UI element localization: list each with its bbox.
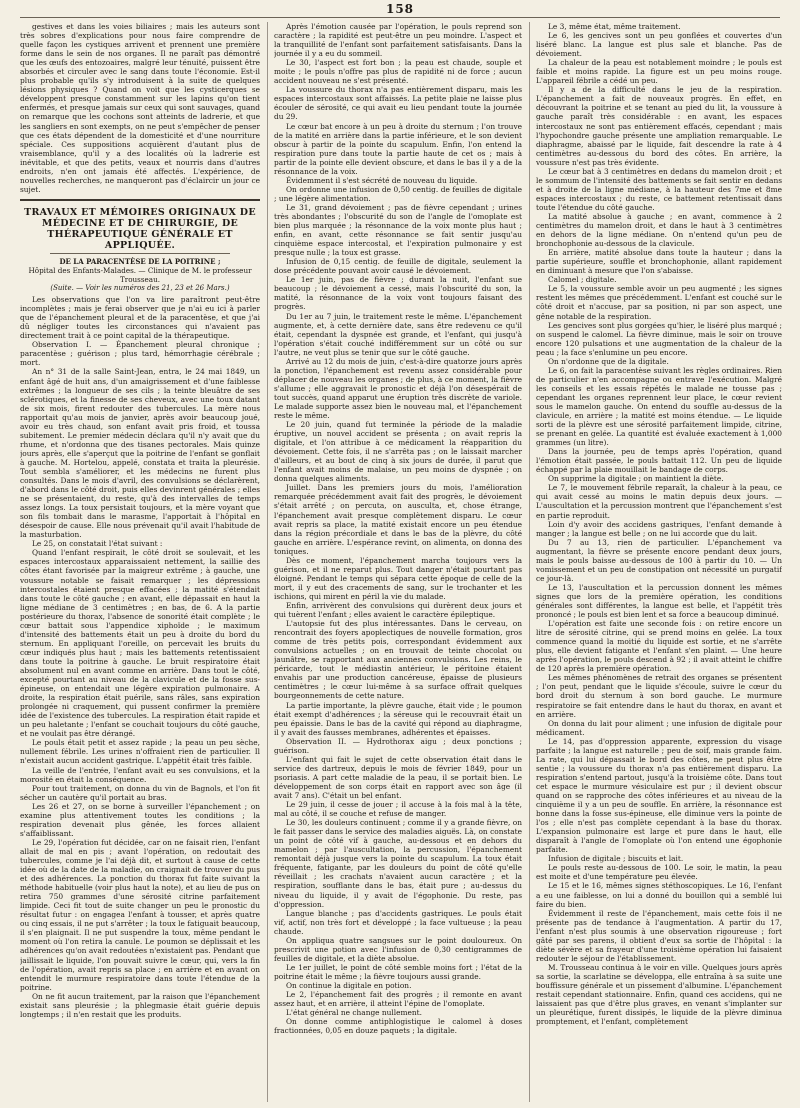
paragraph: Les 26 et 27, on se borne à surveiller l'épanchement ; on examine plus attentivement toutes les conditions ; la respiration devenait plus gênée, les forces allaient s'affaiblissant. (20, 801, 260, 838)
article-body-continued (536, 22, 782, 1026)
paragraph: L'opération est faite une seconde fois : on retire encore un litre de sérosité citrine, qui se prend moins en gelée. La toux commence quand la moitié du liquide est sortie, et ne s'arrête plus, elle devient fatigante et l'enfant s'en plaint. — Une heure après l'opération, le pouls descend à 92 ; il avait atteint le chiffre de 120 après la première opération. (536, 619, 782, 674)
paragraph: La veille de l'entrée, l'enfant avait eu ses convulsions, et la morosité en était la conséquence. (20, 765, 260, 784)
column-separator (529, 22, 530, 1102)
paragraph: Évidemment il s'est sécrété de nouveau du liquide. (286, 175, 478, 185)
paragraph: Quand l'enfant respirait, le côté droit se soulevait, et les espaces intercostaux apparaissaient nettement, la saillie des côtes étant favorisée par la maigreur extrême ; à gauche, une voussure notable se faisait remarquer ; les dépressions intercostales étaient presque effacées ; la matité s'étendait dans toute le côté gauche ; en avant, elle dépassait en haut la ligne médiane de 3 centimètres ; en bas, de 6. A la partie postérieure du thorax, l'absence de sonorité était complète ; le cœur battait sous l'appendice xiphoïde ; le maximum d'intensité des battements était un peu à droite du bord du sternum. En appliquant l'oreille, on percevait les bruits du cœur indiqués plus haut ; mais les battements retentissaient dans toute la poitrine à gauche. Le bruit respiratoire était absolument nul en avant comme en arrière. Dans tout le côté, excepté pourtant au niveau de la clavicule et de la fosse sus-épineuse, on entendait une légère expiration pulmonaire. A droite, la respiration était puérile, sans râles, sans expiration prolongée ni craquement, qui pussent confirmer la première idée de l'existence des tubercules. La respiration était rapide et un peu haletante ; l'enfant se couchait toujours du côté gauche, et ne voulait pas être dérangé. (20, 548, 260, 739)
paragraph: Langue blanche ; pas d'accidents gastriques. Le pouls était vif, actif, non très fort et développé ; la face vultueuse ; la peau chaude. (274, 908, 522, 936)
paragraph: Arrivé au 12 du mois de juin, c'est-à-dire quatorze jours après la ponction, l'épanchement est revenu assez considérable pour déplacer de nouveau les organes ; de plus, à ce moment, la fièvre s'allume ; elle aggravait le pronostic et déjà l'on désespérait de tout succès, quand apparut une éruption très discrète de variole. Le malade supporte assez bien le nouveau mal, et l'épanchement reste le même. (274, 356, 522, 421)
paragraph: Les gencives sont plus gorgées qu'hier, le liséré plus marqué ; on suspend le calomel. La fièvre diminue, mais le soir on trouve encore 120 pulsations et une augmentation de la chaleur de la peau ; la face s'enlumine un peu encore. (536, 320, 782, 357)
paragraph: Le 1er juillet, le point de côté semble moins fort ; l'état de la poitrine était le même ; la fièvre toujours aussi grande. (274, 962, 522, 981)
paragraph: M. Trousseau continua à le voir en ville. Quelques jours après sa sortie, la scarlatine se développa, elle entraîna à sa suite une bouffissure générale et un pissement d'albumine. L'épanchement restait cependant stationnaire. Enfin, quand ces accidens, qui ne laissaient pas que d'être plus graves, en venant s'implanter sur un pleurétique, furent dissipés, le liquide de la plèvre diminua promptement, et l'enfant, complètement (536, 962, 782, 1027)
paragraph: Le 29 juin, il cesse de jouer ; il accuse à la fois mal à la tête, mal au côté, il se couche et refuse de manger. (274, 800, 522, 819)
paragraph: On donne comme antiphlogistique le calomel à doses fractionnées, 0,05 en douze paquets ; la digitale. (274, 1017, 522, 1036)
paragraph: An n° 31 de la salle Saint-Jean, entra, le 24 mai 1849, un enfant âgé de huit ans, d'un amaigrissement et d'une faiblesse extrêmes ; la longueur de ses cils ; la teinte bleuâtre de ses sclérotiques, et la finesse de ses cheveux, avec une toux datant de six mois, firent redouter des tubercules. La mère nous rapportait qu'au mois de janvier, après avoir beaucoup joué, avoir eu très chaud, son enfant avait pris froid, et toussa subitement. Le premier médecin déclara qu'il n'y avait que du rhume, et n'ordonna que des tisanes pectorales. Mais quinze jours après, elle s'aperçut que la poitrine de l'enfant se gonflait à gauche. M. Hortelou, appelé, constata et traita la pleurésie. Tout sembla s'améliorer, et les médecins ne furent plus consultés. Dans le mois d'avril, des convulsions se déclarèrent, d'abord dans le côté droit, puis elles devinrent générales ; elles ne se présentaient, du reste, qu'à des intervalles de temps assez longs. La toux persistait toujours, et la mère voyant que son fils tombait dans le marasme, l'apportait à l'hôpital en désespoir de cause. Elle nous prévenait qu'il avait l'habitude de la masturbation. (20, 367, 260, 540)
paragraph: Le cœur bat à 3 centimètres en dedans du mamelon droit ; et le sommum de l'intensité des battements se fait sentir en dedans et à droite de la ligne médiane, à la hauteur des 7me et 8me espaces intercostaux ; du reste, ce battement retentissait dans toute l'étendue du côté gauche. (536, 166, 782, 212)
paragraph: L'autopsie fut des plus intéressantes. Dans le cerveau, on rencontrait des foyers apoplectiques de nouvelle formation, gros comme de très petits pois, correspondant évidemment aux convulsions actuelles ; on en trouvait de teinte chocolat ou jaunâtre, se rapportant aux anciennes convulsions. Les reins, le péricarde, tout le médiastin antérieur, le péritoine étaient envahis par une production cancéreuse, épaisse de plusieurs centimètres ; le cœur lui-même à sa surface offrait quelques bourgeonnements de cette nature. (274, 619, 522, 701)
paragraph: Le 29, l'opération fut décidée, car on ne faisait rien, l'enfant allait de mal en pis ; avant l'opération, on redoutait des tubercules, comme je l'ai déjà dit, et surtout à cause de cette idée où de la date de la maladie, on craignait de trouver du pus et des adhérences. La ponction du thorax fut faite suivant la méthode habituelle (voir plus haut la note), et au lieu de pus on retira 750 grammes d'une sérosité citrine parfaitement limpide. Ceci fit tout de suite changer un peu le pronostic du résultat futur : on engagea l'enfant à tousser, et après quatre ou cinq essais, il ne put s'arrêter ; la toux le fatiguait beaucoup, il s'en plaignait. Il ne put suspendre la toux, même pendant le moment où l'on retira la canule. Le poumon se déplissait et les adhérences qu'on avait redoutées n'existaient pas. Pendant que jaillissait le liquide, l'on pouvait suivre le cœur, qui, vers la fin de l'opération, avait repris sa place ; en arrière et en avant on entendit le murmure respiratoire dans toute l'étendue de la poitrine. (20, 837, 260, 992)
paragraph: On ordonne une infusion de 0,50 centig. de feuilles de digitale ; une légère alimentation. (274, 184, 522, 203)
paragraph: En arrière, matité absolue dans toute la hauteur ; dans la partie supérieure, souffle et bronchophonie, allant rapidement en diminuant à mesure que l'on s'abaisse. (536, 248, 782, 276)
paragraph: Le 1er juin, pas de fièvre ; durant la nuit, l'enfant sue beaucoup ; le dévoiement a cessé, mais l'obscurité du son, la matité, la résonnance de la voix vont toujours faisant des progrès. (274, 275, 522, 312)
page-number: 158 (385, 2, 415, 16)
paragraph: Le 13, l'auscultation et la percussion donnent les mêmes signes que lors de la première opération, les conditions générales sont différentes, la langue est belle, et l'appétit très prononcé ; le pouls est bien lent et sa force a beaucoup diminué. (536, 582, 782, 620)
title-rule (50, 253, 230, 254)
paragraph: Le 31, grand dévoiement ; pas de fièvre cependant ; urines très abondantes ; l'obscurité du son de l'angle de l'omoplate est bien plus marquée ; la résonnance de la voix monte plus haut ; enfin, en avant, cette résonnance se fait sentir jusqu'au cinquième espace intercostal, et l'expiration pulmonaire y est presque nulle ; la toux est grasse. (274, 202, 522, 258)
paragraph: On ne fit aucun traitement, par la raison que l'épanchement existait sans pleurésie ; la phlegmasie était guérie depuis longtemps ; il n'en restait que les produits. (20, 991, 260, 1019)
paragraph: Évidemment il reste de l'épanchement, mais cette fois il ne présente pas de tendance à l'augmentation. A partir du 17, l'enfant n'est plus soumis à une observation rigoureuse ; fort gâté par ses parens, il obtient d'eux sa sortie de l'hôpital : la diète sévère et sa frayeur d'une troisième opération lui faisaient redouter le séjour de l'établissement. (536, 908, 782, 963)
paragraph: Du 7 au 13, rien de particulier. L'épanchement va augmentant, la fièvre se présente encore pendant deux jours, mais le pouls baisse au-dessous de 100 à partir du 10. — Un vomissement et un peu de constipation ont nécessité un purgatif ce jour-là. (536, 537, 782, 583)
article-body-continued (274, 22, 522, 1035)
paragraph: Observation I. — Épanchement pleural chronique ; paracentèse ; guérison ; plus tard, hémorrhagie cérébrale ; mort. (20, 340, 260, 368)
paragraph: La partie importante, la plèvre gauche, était vide ; le poumon était exempt d'adhérences ; la séreuse qui le recouvrait était un peu épaissie. Dans le bas de la cavité qui répond au diaphragme, il y avait des fausses membranes, adhérentes et épaisses. (274, 700, 522, 737)
article-subtitle: Hôpital des Enfants-Malades. — Clinique de M. le professeur Trousseau. (28, 265, 252, 284)
article-note: (Suite. — Voir les numéros des 21, 23 et 26 Mars.) (50, 284, 230, 293)
paragraph: On appliqua quatre sangsues sur le point douloureux. On prescrivit une potion avec l'infusion de 0,30 centigrammes de feuilles de digitale, et la diète absolue. (274, 935, 522, 963)
paragraph: Loin d'y avoir des accidens gastriques, l'enfant demande à manger ; la langue est belle ; on ne lui accorde que du lait. (536, 519, 782, 538)
paragraph: Les observations que l'on va lire paraîtront peut-être incomplètes ; mais je ferai observer que je n'ai eu ici à parler que de l'épanchement pleural et de la paracentèse, et que j'ai dû négliger toutes les circonstances qui n'avaient pas directement trait à ce point capital de la thérapeutique. (20, 295, 260, 341)
paragraph: On continue la digitale en potion. (286, 980, 412, 990)
paragraph: Dès ce moment, l'épanchement marcha toujours vers la guérison, et il ne reparut plus. Tout danger n'était pourtant pas éloigné. Pendant le temps qui sépara cette époque de celle de la mort, il y eut des cracements de sang, sur le trochanter et les ischions, qui mirent en péril la vie du malade. (274, 555, 522, 601)
paragraph: L'enfant qui fait le sujet de cette observation était dans le service des dartreux, depuis le mois de février 1849, pour un psoriasis. A part cette maladie de la peau, il se portait bien. Le développement de son corps était en rapport avec son âge (il avait 7 ans). C'était un bel enfant. (274, 754, 522, 800)
paragraph: On supprime la digitale ; on maintient la diète. (548, 474, 724, 484)
paragraph: La matité absolue à gauche ; en avant, commence à 2 centimètres du mamelon droit, et dans le haut à 3 centimètres en dehors de la ligne médiane. On n'entend qu'un peu de bronchophonie au-dessous de la clavicule. (536, 211, 782, 249)
header-rule (20, 17, 780, 18)
paragraph: Calomel ; digitale. (548, 275, 617, 285)
paragraph: La voussure du thorax n'a pas entièrement disparu, mais les espaces intercostaux sont affaissés. La petite plaie ne laisse plus écouler de sérosité, ce qui avait eu lieu pendant toute la journée du 29. (274, 85, 522, 122)
paragraph: Le 14, pas d'oppression apparente, expression du visage parfaite ; la langue est naturelle ; peu de soif, mais grande faim. La rate, qui lui dépassait le bord des côtes, ne peut plus être sentie ; la voussure du thorax n'a pas entièrement disparu. La respiration s'entend partout, jusqu'à la troisième côte. Dans tout cet espace le murmure vésiculaire est pur ; il devient obscur quand on se rapproche des côtes inférieures et au niveau de la cinquième il y a un peu de souffle. En arrière, la résonnance est bonne dans la fosse sus-épineuse, elle diminue vers la pointe de l'os ; elle n'est pas complète cependant à la base du thorax. L'expansion pulmonaire est large et pure dans le haut, elle disparaît à l'angle de l'omoplate où l'on entend une égophonie parfaite. (536, 736, 782, 855)
section-rule (20, 199, 260, 201)
paragraph: Dans la journée, peu de temps après l'opération, quand l'émotion était passée, le pouls battait 112. Un peu de liquide échappé par la plaie mouillait le bandage de corps. (536, 447, 782, 475)
paragraph: L'état général ne change nullement. (286, 1008, 422, 1018)
paragraph: Le 5, la voussure semble avoir un peu augmenté ; les signes restent les mêmes que précédemment. L'enfant est couché sur le côté droit et n'accuse, par sa position, ni par son aspect, une gêne notable de la respiration. (536, 284, 782, 321)
paragraph: Le 2, l'épanchement fait des progrès ; il remonte en avant assez haut, et en arrière, il atteint l'épine de l'omoplate. (274, 990, 522, 1009)
paragraph: Les mêmes phénomènes de retrait des organes se présentent ; l'on peut, pendant que le liquide s'écoule, suivre le cœur du bord droit du sternum à son bord gauche. Le murmure respiratoire se fait entendre dans le haut du thorax, en avant et en arrière. (536, 673, 782, 719)
paragraph: Le 15 et le 16, mêmes signes stéthoscopiques. Le 16, l'enfant a eu une faiblesse, on lui a donné du bouillon qui a semblé lui faire du bien. (536, 881, 782, 909)
paragraph: Le 30, les douleurs continuent ; comme il y a grande fièvre, on le fait passer dans le service des maladies aiguës. Là, on constate un point de côté vif à gauche, au-dessous et en dehors du mamelon ; par l'auscultation, la percussion, l'épanchement remontait déjà jusque vers la pointe du scapulum. La toux était fréquente, fatigante, par les douleurs du point de côté qu'elle réveillait ; les crachats n'avaient aucun caractère ; et la respiration, soufflante dans le bas, était pure ; au-dessus du niveau du liquide, il y avait de l'égophonie. Du reste, pas d'oppression. (274, 818, 522, 909)
paragraph: Infusion de 0,15 centig. de feuille de digitale, seulement la dose précédente pouvant avoir causé le dévoiement. (274, 257, 522, 276)
paragraph: Du 1er au 7 juin, le traitement reste le même. L'épanchement augmente, et, à cette dernière date, sans être redevenu ce qu'il était, cependant la dyspnée est grande, et l'enfant, qui jusqu'à l'opération s'était couché indifféremment sur un côté ou sur l'autre, ne veut plus se tenir que sur le côté gauche. (274, 311, 522, 357)
paragraph: Après l'émotion causée par l'opération, le pouls reprend son caractère ; la rapidité est peut-être un peu moindre. L'aspect et la tranquillité de l'enfant sont parfaitement satisfaisants. Dans la journée il y a eu du sommeil. (274, 22, 522, 59)
paragraph: Le 6, on fait la paracentèse suivant les règles ordinaires. Rien de particulier n'en accompagne ou entrave l'exécution. Malgré les conseils et les essais répétés le malade ne tousse pas ; cependant les organes reprennent leur place, le cœur revient sous le mamelon gauche. On entend du souffle au-dessus de la clavicule, en arrière ; la matité est moins étendue. — Le liquide sorti de la plèvre est une sérosité parfaitement limpide, citrine, se prenant en gelée. La quantité est évaluée exactement à 1,000 grammes (un litre). (536, 365, 782, 448)
article-title: DE LA PARACENTÈSE DE LA POITRINE ; (59, 256, 221, 266)
intro-text (20, 22, 260, 194)
paragraph: La chaleur de la peau est notablement moindre ; le pouls est faible et moins rapide. La figure est un peu moins rouge. L'appareil fébrile a cédé un peu. (536, 58, 782, 86)
paragraph: Il y a de la difficulté dans le jeu de la respiration. L'épanchement a fait de nouveaux progrès. En effet, en découvrant la poitrine et se tenant au pied du lit, la voussure à gauche paraît très considérable : en avant, les espaces intercostaux ne sont pas entièrement effacés, cependant ; mais l'hypochondre gauche présente une ampliation remarquable. Le diaphragme, abaissé par le liquide, fait descendre la rate à 4 centimètres au-dessous du bord des côtes. En arrière, la voussure n'est pas très évidente. (536, 85, 782, 167)
paragraph: Le 25, on constatait l'état suivant : (32, 539, 163, 549)
paragraph: Le cœur bat encore à un peu à droite du sternum ; l'on trouve de la matité en arrière dans la partie inférieure, et le son devient obscur à partir de la pointe du scapulum. Enfin, l'on entend la respiration pure dans toute la partie haute de cet os ; mais à partir de la pointe elle devient obscure, et dans le bas il y a de la résonnance de la voix. (274, 121, 522, 176)
column-2 (274, 22, 522, 1102)
paragraph: On n'ordonne que de la digitale. (548, 356, 669, 366)
paragraph: Infusion de digitale ; biscuits et lait. (548, 854, 684, 864)
paragraph: Le 3, même état, même traitement. (548, 22, 681, 31)
section-title: TRAVAUX ET MÉMOIRES ORIGINAUX DE MÉDECINE ET DE CHIRURGIE, DE THÉRAPEUTIQUE GÉNÉRALE ET APPLIQUÉE. (24, 206, 256, 251)
paragraph: Le 20 juin, quand fut terminée la période de la maladie éruptive, un nouvel accident se présenta ; on avait repris la digitale, et l'on attribue à ce médicament la réapparition du dévoiement. Cette fois, il ne s'arrêta pas ; on le laissait marcher d'ailleurs, et au bout de cinq à six jours de durée, il parut que l'enfant avait moins de malaise, un peu moins de dyspnée ; on donna quelques aliments. (274, 420, 522, 484)
paragraph: gestives et dans les voies biliaires ; mais les auteurs sont très sobres d'explications pour nous faire comprendre de quelle façon les cystiques arrivent et prennent une première forme dans le sein de nos organes. Il ne paraît pas démontré que les œufs des entozoaires, malgré leur ténuité, puissent être absorbés et circuler avec le sang dans toute l'économie. Est-il plus probable qu'ils s'y introduisent à la suite de quelques lésions physiques ? Quand on voit que les cysticerques se développent presque constamment sur les lapins qu'on tient enfermés, et presque jamais sur ceux qui sont sauvages, quand on remarque que les cochons sont atteints de ladrerie, et que les sangliers en sont exempts, on ne peut s'empêcher de penser que ces états dépendent de la domesticité et d'une nourriture spéciale. Ces suppositions acquièrent d'autant plus de vraisemblance, qu'il y a des localités où la ladrerie est inévitable, et que des petits, veaux et nourris dans d'autres endroits, n'en ont jamais été affectés. L'expérience, de nouvelles recherches, ne manqueront pas d'éclaircir un jour ce sujet. (20, 22, 260, 194)
paragraph: Le 6, les gencives sont un peu gonflées et couvertes d'un liséré blanc. La langue est plus sale et blanche. Pas de dévoiement. (536, 31, 782, 59)
column-separator (267, 22, 268, 1102)
paragraph: Juillet. Dans les premiers jours du mois, l'amélioration remarquée précédemment avait fait des progrès, le dévoiement s'était arrêté ; on percuta, on ausculta, et, chose étrange, l'épanchement avait presque complètement disparu. Le cœur avait repris sa place, la matité existait encore un peu étendue dans la région précordiale et dans le bas de la plèvre, du côté gauche en arrière. L'espérance revint, on alimenta, on donna des toniques. (274, 483, 522, 556)
paragraph: Le 30, l'aspect est fort bon ; la peau est chaude, souple et moite ; le pouls n'offre pas plus de rapidité ni de force ; aucun accident nouveau ne s'est présenté. (274, 58, 522, 86)
paragraph: Pour tout traitement, on donna du vin de Bagnols, et l'on fit sécher un cautère qu'il portait au bras. (20, 783, 260, 802)
paragraph: On donna du lait pour aliment ; une infusion de digitale pour médicament. (536, 718, 782, 737)
paragraph: Le pouls était petit et assez rapide ; la peau un peu sèche, nullement fébrile. Les urines n'offraient rien de particulier. Il n'existait aucun accident gastrique. L'appétit était très faible. (20, 738, 260, 766)
paragraph: Le pouls reste au-dessous de 100. Le soir, le matin, la peau est moite et d'une température peu élevée. (536, 863, 782, 882)
paragraph: Observation II. — Hydrothorax aigu ; deux ponctions ; guérison. (274, 736, 522, 755)
article-body (20, 295, 260, 1019)
column-1 (20, 22, 260, 1102)
paragraph: Enfin, arrivèrent des convulsions qui durèrent deux jours et qui tuèrent l'enfant ; elles avaient le caractère épileptique. (274, 601, 522, 620)
paragraph: Le 7, le mouvement fébrile reparaît, la chaleur à la peau, ce qui avait cessé au moins le matin depuis deux jours. — L'auscultation et la percussion montrent que l'épanchement s'est en partie reproduit. (536, 483, 782, 520)
column-3 (536, 22, 782, 1102)
